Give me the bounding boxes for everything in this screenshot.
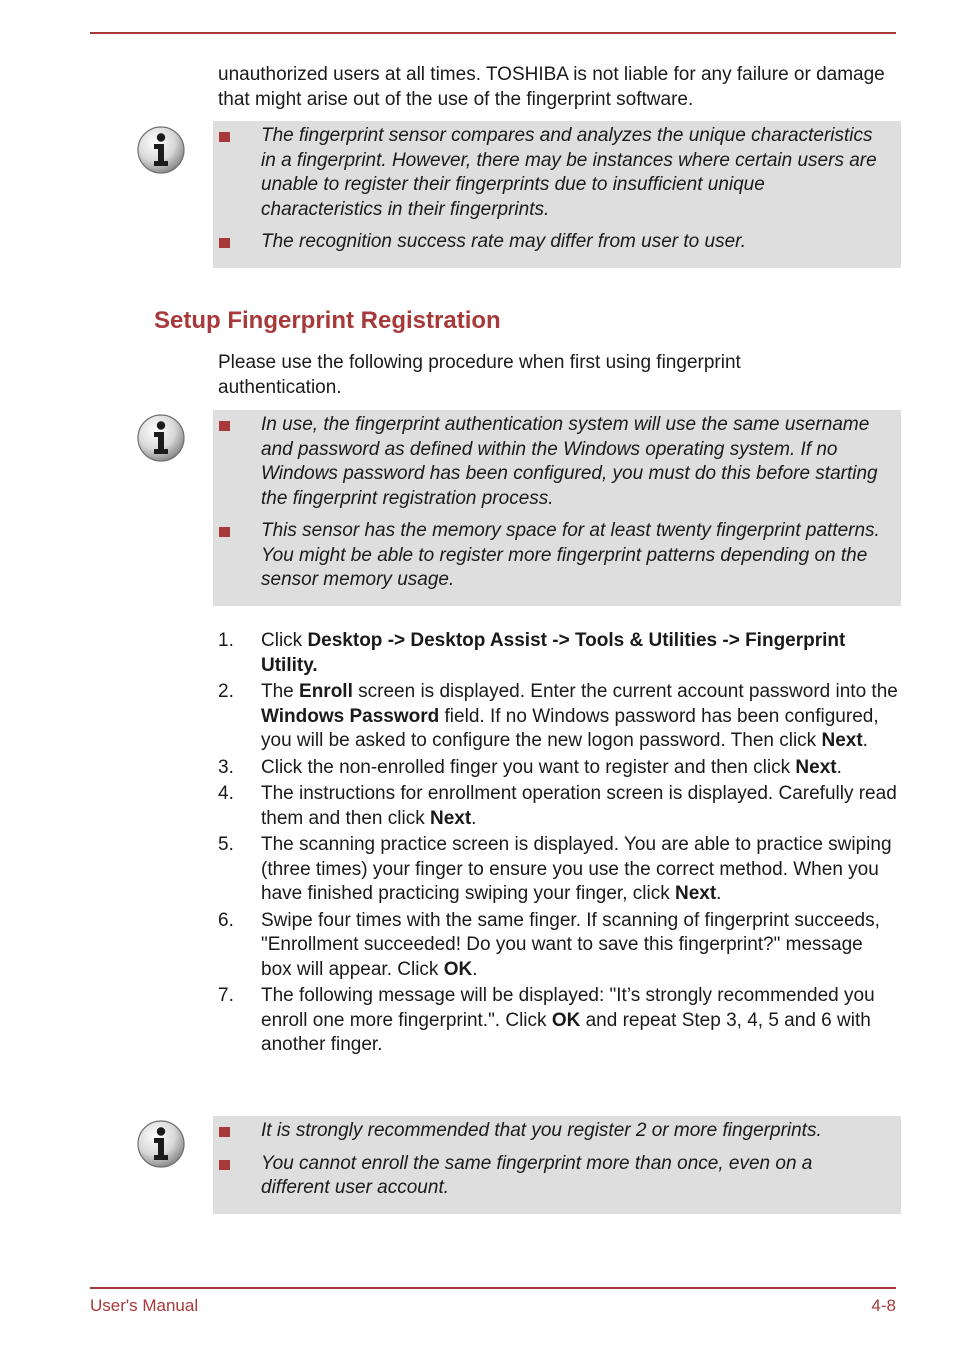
steps-list xyxy=(218,629,898,1060)
step-number: 4. xyxy=(218,783,234,804)
step-number: 2. xyxy=(218,681,234,702)
info-icon xyxy=(136,413,186,463)
note-box-3 xyxy=(213,1116,901,1214)
note-item: It is strongly recommended that you register 2 or more fingerprints. xyxy=(213,1119,881,1144)
step-item: 6. Swipe four times with the same finger. If scanning of fingerprint succeeds, "Enrollment succeeded! Do you want to save this fingerprint?" message box will appear. Click OK. xyxy=(218,909,880,980)
footer-title: User's Manual xyxy=(90,1296,199,1315)
note-item: This sensor has the memory space for at least twenty fingerprint patterns. You might be able to register more fingerprint patterns depending on the sensor memory usage. xyxy=(213,519,881,593)
info-icon xyxy=(136,125,186,175)
bullet-icon xyxy=(219,1160,230,1170)
bullet-icon xyxy=(219,1127,230,1137)
step-number: 3. xyxy=(218,756,234,778)
section-intro: Please use the following procedure when first using fingerprint authentication. xyxy=(218,352,741,398)
note-item: In use, the fingerprint authentication system will use the same username and password as defined within the Windows operating system. If no Windows password has been configured, you must do this before starting the fingerprint registration process. xyxy=(213,413,881,511)
note-item: The fingerprint sensor compares and analyzes the unique characteristics in a fingerprint. However, there may be instances where certain users are unable to register their fingerprints due to insufficient unique characteristics in their fingerprints. xyxy=(213,124,881,222)
intro-paragraph: unauthorized users at all times. TOSHIBA is not liable for any failure or damage that might arise out of the use of the fingerprint software. xyxy=(218,64,885,110)
bullet-icon xyxy=(219,421,230,431)
page-number: 4-8 xyxy=(871,1296,896,1315)
bullet-icon xyxy=(219,238,230,248)
step-item: 7. The following message will be displayed: "It’s strongly recommended you enroll one more fingerprint.". Click OK and repeat Step 3, 4, 5 and 6 with another finger. xyxy=(218,985,875,1055)
step-item: 4. The instructions for enrollment operation screen is displayed. Carefully read them and then click Next. xyxy=(218,783,897,829)
note-box-2 xyxy=(213,410,901,606)
step-item: 1. Click Desktop -> Desktop Assist -> Tools & Utilities -> Fingerprint Utility. xyxy=(218,630,846,676)
header-rule xyxy=(90,32,896,34)
step-number: 1. xyxy=(218,630,234,651)
note-box-1 xyxy=(213,121,901,268)
section-heading: Setup Fingerprint Registration xyxy=(154,307,501,334)
bullet-icon xyxy=(219,132,230,142)
note-item: The recognition success rate may differ from user to user. xyxy=(213,230,881,255)
info-icon xyxy=(136,1119,186,1169)
step-number: 6. xyxy=(218,909,234,931)
bullet-icon xyxy=(219,527,230,537)
step-item: 2. The Enroll screen is displayed. Enter the current account password into the Windows Password field. If no Windows password has been configured, you will be asked to configure the new logon password. Then click Next. xyxy=(218,681,898,751)
step-number: 5. xyxy=(218,834,234,855)
footer-rule xyxy=(90,1287,896,1289)
note-item: You cannot enroll the same fingerprint more than once, even on a different user account. xyxy=(213,1152,881,1201)
step-item: 5. The scanning practice screen is displayed. You are able to practice swiping (three times) your finger to ensure you use the correct method. When you have finished practicing swiping your finger, click Next. xyxy=(218,834,892,904)
step-number: 7. xyxy=(218,985,234,1006)
step-item: 3. Click the non-enrolled finger you want to register and then click Next. xyxy=(218,756,898,781)
